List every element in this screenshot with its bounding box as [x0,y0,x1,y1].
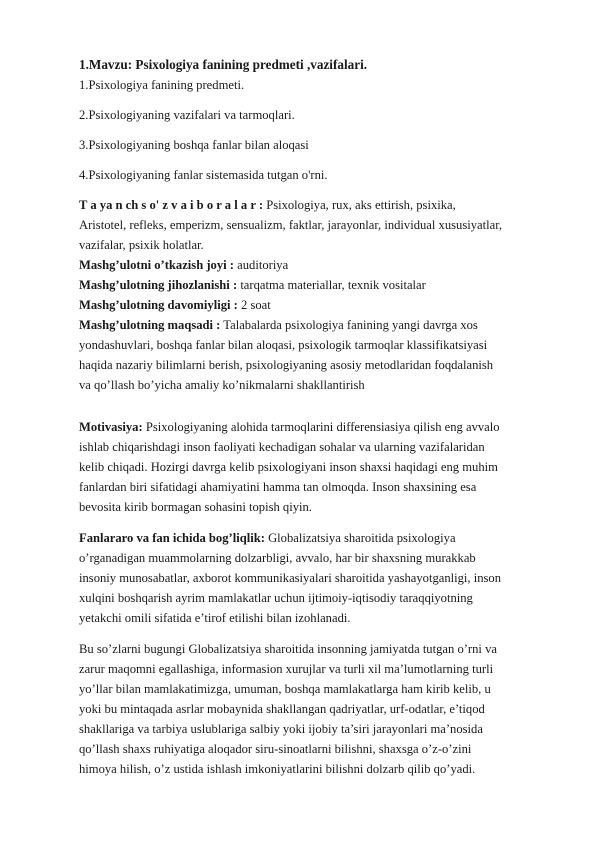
closing-text-1: Bu so’zlarni bugungi Globalizatsiya sharoitida insonning jamiyatda tutgan o’rni va [79,642,497,656]
place-value: auditoriya [237,258,289,272]
lesson-title: 1.Mavzu: Psixologiya fanining predmeti ,vazifalari. [79,57,368,72]
plan-item-4: 4.Psixologiyaning fanlar sistemasida tutgan o'rni. [79,168,328,182]
motivation-block [79,417,519,517]
closing-text-3: yo’llar bilan mamlakatimizga, umuman, boshqa mamlakatlarga ham kirib kelib, u [79,682,491,696]
goal-block [79,315,519,395]
closing-text-4: yoki bu mintaqada asrlar mobaynida shakllangan qadriyatlar, urf-odatlar, e’tiqod [79,702,485,716]
closing-text-5: shakllariga va tarbiya uslublariga salbiy yoki ijobiy ta’siri jarayonlari ma’nosida [79,722,483,736]
interdisciplinary-block [79,528,519,628]
motivation-text-5: bevosita kirib bormagan sohasini topish qiyin. [79,500,312,514]
equipment-label: Mashg’ulotning jihozlanishi : [79,278,238,292]
plan-item-2: 2.Psixologiyaning vazifalari va tarmoqlari. [79,108,295,122]
goal-text-4: va qo’llash bo’yicha amaliy ko’nikmalarni shakllantirish [79,378,365,392]
goal-text-2: yondashuvlari, boshqa fanlar bilan aloqasi, psixologik tarmoqlar klassifikatsiyasi [79,338,488,352]
equipment-line [79,275,519,295]
duration-line [79,295,519,315]
motivation-label: Motivasiya: [79,420,143,434]
plan-item-3: 3.Psixologiyaning boshqa fanlar bilan aloqasi [79,138,309,152]
place-label: Mashg’ulotni o’tkazish joyi : [79,258,234,272]
closing-text-7: himoya hilish, o’z ustida ishlash imkoniyatlarini bilishni dolzarb qilib qo’yadi. [79,762,476,776]
goal-label: Mashg’ulotning maqsadi : [79,318,221,332]
keywords-line-1 [79,195,519,215]
motivation-text-2: ishlab chiqarishdagi inson faoliyati kechadigan sohalar va ularning vazifalaridan [79,440,485,454]
interdisciplinary-label: Fanlararo va fan ichida bog’liqlik: [79,531,265,545]
keywords-text-2: Aristotel, refleks, emperizm, sensualizm, faktlar, jarayonlar, individual xususiyatlar, [79,218,503,232]
interdisciplinary-text-2: o’rganadigan muammolarning dolzarbligi, avvalo, har bir shaxsning murakkab [79,551,476,565]
keywords-text-3: vazifalar, psixik holatlar. [79,238,204,252]
motivation-text-3: kelib chiqadi. Hozirgi davrga kelib psixologiyani inson shaxsi haqidagi eng muhim [79,460,498,474]
document-page [79,55,519,779]
motivation-line-1 [79,417,519,437]
closing-text-2: zarur maqomni egallashiga, informasion xurujlar va turli xil ma’lumotlarning turli [79,662,494,676]
closing-paragraph [79,639,519,779]
closing-text-6: qo’llash shaxs ruhiyatiga aloqador siru-sinoatlarni bilishni, shaxsga o’z-o’zini [79,742,472,756]
duration-label: Mashg’ulotning davomiyligi : [79,298,238,312]
motivation-text-1: Psixologiyaning alohida tarmoqlarini differensiasiya qilish eng avvalo [145,420,500,434]
interdisciplinary-text-5: yetakchi omili sifatida e’tirof etilishi bilan izohlanadi. [79,611,351,625]
place-line [79,255,519,275]
plan-item-1: 1.Psixologiya fanining predmeti. [79,78,245,92]
interdisciplinary-text-3: insoniy munosabatlar, axborot kommunikasiyalari sharoitida yashayotganligi, inson [79,571,502,585]
goal-text-3: haqida nazariy bilimlarni berish, psixologiyaning asosiy metodlaridan foqdalanish [79,358,494,372]
motivation-text-4: fanlardan biri sifatidagi ahamiyatini hamma tan olmoqda. Inson shaxsining esa [79,480,477,494]
goal-text-1: Talabalarda psixologiya fanining yangi davrga xos [223,318,478,332]
keywords-block [79,195,519,255]
interdisciplinary-text-1: Globalizatsiya sharoitida psixologiya [268,531,456,545]
interdisciplinary-text-4: xulqini boshqarish ayrim mamlakatlar uchun ijtimoiy-iqtisodiy taraqqiyotning [79,591,473,605]
goal-line-1 [79,315,519,335]
keywords-label: T a ya n ch s o' z v a i b o r a l a r : [79,198,264,212]
keywords-text-1: Psixologiya, rux, aks ettirish, psixika, [266,198,456,212]
equipment-value: tarqatma materiallar, texnik vositalar [240,278,426,292]
interdisciplinary-line-1 [79,528,519,548]
duration-value: 2 soat [241,298,271,312]
